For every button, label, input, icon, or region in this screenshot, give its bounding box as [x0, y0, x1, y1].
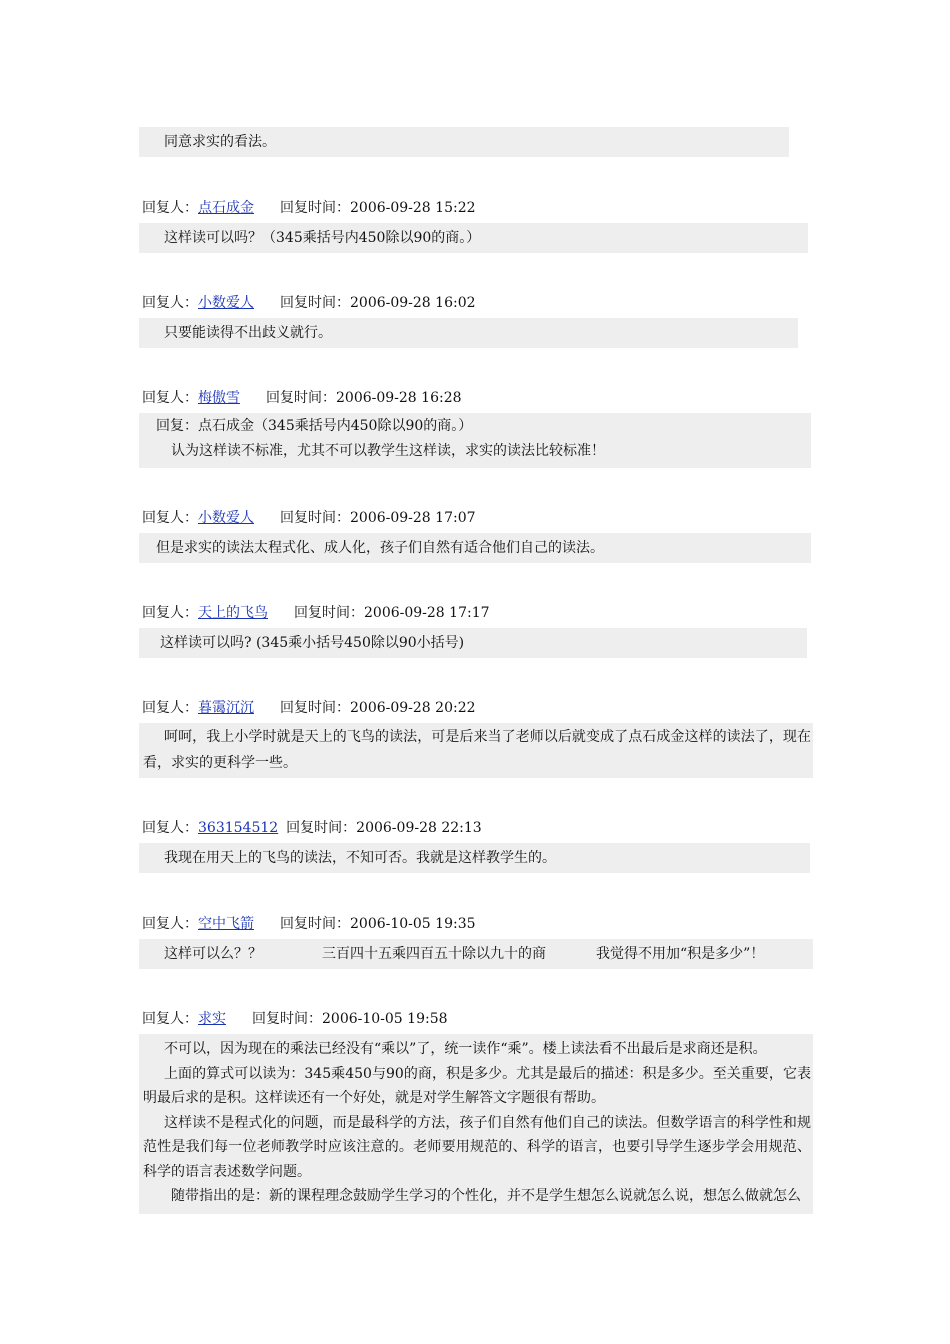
- reply-text-part: 三百四十五乘四百五十除以九十的商: [322, 946, 546, 962]
- reply-time: 2006-10-05 19:58: [322, 1011, 448, 1027]
- reply-time: 2006-09-28 16:28: [336, 390, 462, 406]
- reply-time-label: 回复时间：: [294, 605, 364, 621]
- reply-time: 2006-09-28 20:22: [350, 700, 476, 716]
- replier-link[interactable]: 天上的飞鸟: [198, 605, 268, 621]
- reply-text: 上面的算式可以读为：345乘450与90的商，积是多少。尤其是最后的描述：积是多少。至关重要，它表明最后求的是积。这样读还有一个好处，就是对学生解答文字题很有帮助。: [143, 1065, 811, 1106]
- reply-text: 随带指出的是：新的课程理念鼓励学生学习的个性化，并不是学生想怎么说就怎么说，想怎么做就怎么: [171, 1188, 801, 1204]
- reply-text: 同意求实的看法。: [164, 134, 276, 150]
- reply-time-label: 回复时间：: [280, 916, 350, 932]
- reply-text: [143, 942, 811, 967]
- reply-meta: [142, 1009, 448, 1029]
- replier-label: 回复人：: [142, 700, 198, 716]
- reply-content-box: [139, 533, 811, 563]
- replier-label: 回复人：: [142, 200, 198, 216]
- reply-text: 这样读可以吗？（345乘括号内450除以90的商。）: [164, 230, 481, 246]
- reply-meta: [142, 508, 476, 528]
- replier-label: 回复人：: [142, 390, 198, 406]
- reply-time: 2006-09-28 15:22: [350, 200, 476, 216]
- reply-time-label: 回复时间：: [286, 820, 357, 836]
- reply-meta: [142, 198, 476, 218]
- reply-content-box: [139, 318, 798, 348]
- replier-label: 回复人：: [142, 820, 198, 836]
- reply-meta: [142, 818, 482, 838]
- reply-text: 这样读可以吗? (345乘小括号450除以90小括号): [160, 635, 465, 651]
- reply-meta: [142, 698, 476, 718]
- reply-text: 我现在用天上的飞鸟的读法，不知可否。我就是这样教学生的。: [164, 850, 556, 866]
- reply-time: 2006-09-28 17:17: [364, 605, 490, 621]
- replier-link[interactable]: 梅傲雪: [198, 390, 240, 406]
- reply-time: 2006-09-28 22:13: [356, 820, 482, 836]
- reply-text: 这样读不是程式化的问题，而是最科学的方法，孩子们自然有他们自己的读法。但数学语言的科学性和规范性是我们每一位老师教学时应该注意的。老师要用规范的、科学的语言，也要引导学生逐步学会用规范、科学的语言表述数学问题。: [143, 1114, 811, 1180]
- reply-time-label: 回复时间：: [280, 510, 350, 526]
- replier-label: 回复人：: [142, 1011, 198, 1027]
- reply-text: 呵呵，我上小学时就是天上的飞鸟的读法，可是后来当了老师以后就变成了点石成金这样的读法了，现在看，求实的更科学一些。: [143, 729, 811, 771]
- replier-link[interactable]: 点石成金: [198, 200, 254, 216]
- reply-text-part: 我觉得不用加“积是多少”！: [596, 946, 765, 962]
- reply-text: 回复：点石成金（345乘括号内450除以90的商。）: [156, 418, 473, 434]
- reply-time: 2006-09-28 16:02: [350, 295, 476, 311]
- replier-link[interactable]: 空中飞箭: [198, 916, 254, 932]
- reply-meta: [142, 914, 476, 934]
- reply-time: 2006-09-28 17:07: [350, 510, 476, 526]
- reply-time-label: 回复时间：: [266, 390, 336, 406]
- reply-content-box: [139, 127, 789, 157]
- reply-meta: [142, 293, 476, 313]
- reply-time-label: 回复时间：: [280, 295, 350, 311]
- reply-time-label: 回复时间：: [280, 200, 350, 216]
- reply-content-box: [139, 413, 811, 468]
- reply-content-box: [139, 939, 813, 969]
- reply-content-box: [139, 628, 807, 658]
- replier-label: 回复人：: [142, 916, 198, 932]
- reply-meta: [142, 603, 490, 623]
- reply-text: 只要能读得不出歧义就行。: [164, 325, 332, 341]
- reply-text: 但是求实的读法太程式化、成人化，孩子们自然有适合他们自己的读法。: [156, 540, 604, 556]
- replier-label: 回复人：: [142, 295, 198, 311]
- replier-link[interactable]: 小数爱人: [198, 295, 254, 311]
- reply-content-box: [139, 1034, 813, 1214]
- reply-time: 2006-10-05 19:35: [350, 916, 476, 932]
- replier-link[interactable]: 求实: [198, 1011, 226, 1027]
- replier-link[interactable]: 小数爱人: [198, 510, 254, 526]
- reply-content-box: [139, 843, 810, 873]
- reply-meta: [142, 388, 462, 408]
- reply-time-label: 回复时间：: [252, 1011, 322, 1027]
- reply-text-part: 这样可以么？？: [164, 946, 262, 962]
- replier-label: 回复人：: [142, 510, 198, 526]
- replier-label: 回复人：: [142, 605, 198, 621]
- reply-content-box: [139, 723, 813, 778]
- replier-link[interactable]: 暮霭沉沉: [198, 700, 254, 716]
- reply-text: 认为这样读不标准，尤其不可以教学生这样读，求实的读法比较标准！: [171, 443, 605, 459]
- reply-time-label: 回复时间：: [280, 700, 350, 716]
- replier-link[interactable]: 363154512: [198, 820, 279, 836]
- reply-content-box: [139, 223, 808, 253]
- reply-text: 不可以，因为现在的乘法已经没有“乘以”了，统一读作“乘”。楼上读法看不出最后是求商还是积。: [164, 1041, 767, 1057]
